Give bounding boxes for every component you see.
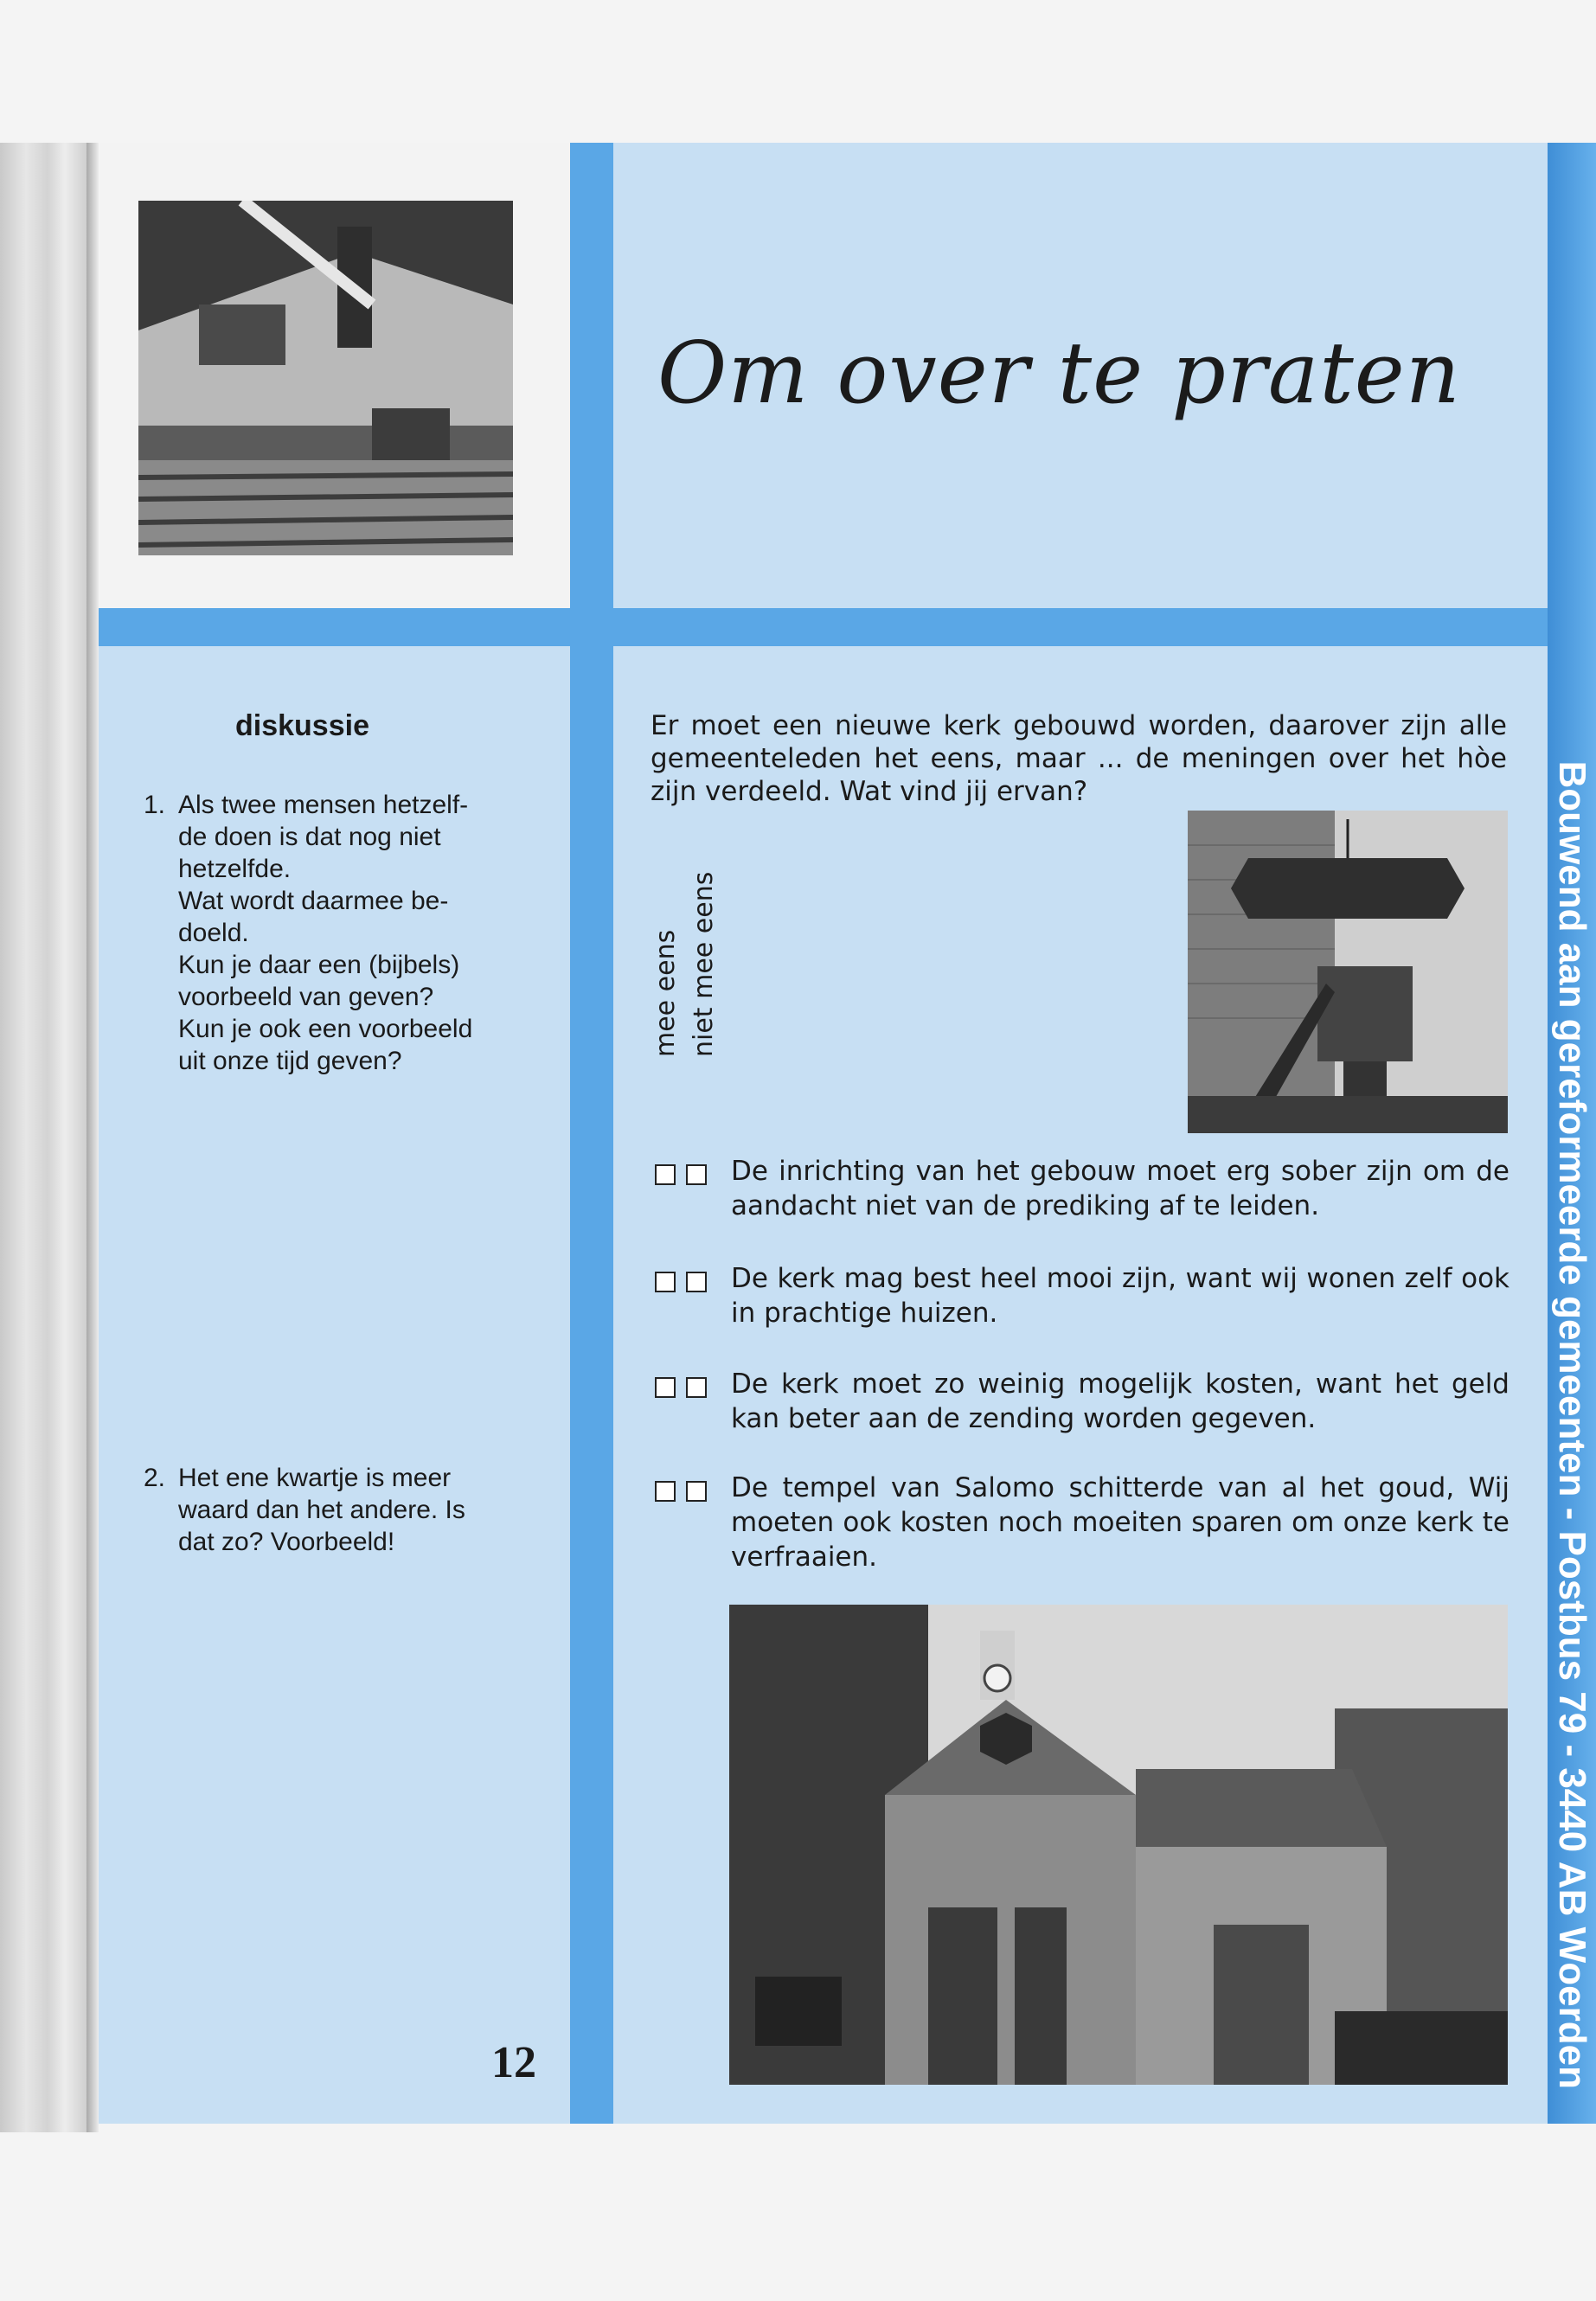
statement-text: De inrichting van het gebouw moet erg sober zijn om de aandacht niet van de prediking af te leiden.: [731, 1156, 1509, 1221]
statement-2: [655, 1261, 1511, 1339]
question-2: [144, 1462, 524, 1566]
disagree-checkbox[interactable]: [686, 1272, 707, 1292]
agree-column-label: mee eens: [651, 929, 681, 1057]
blue-vertical-bar: [570, 143, 613, 2124]
page-gutter-shadow: [87, 143, 99, 2132]
question-text: Als twee mensen hetzelf- de doen is dat nog niet hetzelfde. Wat wordt daarmee be- doeld. Kun je daar een (bijbels) voorbeeld van geven? Kun je ook een voorbeeld uit onze tijd geven?: [178, 791, 473, 1075]
statement-4: [655, 1471, 1511, 1583]
statement-text: De kerk moet zo weinig mogelijk kosten, want het geld kan beter aan de zending worden gegeven.: [731, 1368, 1509, 1434]
discussion-heading: diskussie: [235, 709, 369, 742]
pulpit-photo: [1188, 811, 1508, 1133]
agree-checkbox[interactable]: [655, 1481, 676, 1502]
side-address-text: Bouwend aan gereformeerde gemeenten - Postbus 79 - 3440 AB Woerden: [1551, 760, 1593, 2089]
church-exterior-photo: [729, 1605, 1508, 2085]
disagree-checkbox[interactable]: [686, 1481, 707, 1502]
church-interior-photo: [138, 201, 513, 555]
intro-paragraph: Er moet een nieuwe kerk gebouwd worden, daarover zijn alle gemeenteleden het eens, maar ... de meningen over het hòe zijn verdeeld. Wat vind jij ervan?: [651, 710, 1507, 807]
answer-checkboxes: [655, 1476, 717, 1510]
blue-horizontal-bar: [99, 608, 1548, 646]
statement-3: [655, 1367, 1511, 1445]
book-edge: [0, 143, 87, 2132]
answer-checkboxes: [655, 1372, 717, 1407]
page-number: 12: [491, 2038, 536, 2087]
agree-checkbox[interactable]: [655, 1164, 676, 1185]
disagree-column-label: niet mee eens: [689, 871, 719, 1057]
disagree-checkbox[interactable]: [686, 1377, 707, 1398]
question-number: 1.: [144, 791, 166, 819]
disagree-checkbox[interactable]: [686, 1164, 707, 1185]
page-title: Om over te praten: [657, 324, 1461, 423]
agree-checkbox[interactable]: [655, 1377, 676, 1398]
question-text: Het ene kwartje is meer waard dan het andere. Is dat zo? Voorbeeld!: [178, 1464, 465, 1556]
question-number: 2.: [144, 1464, 166, 1492]
statement-1: [655, 1154, 1511, 1232]
question-1: [144, 789, 524, 1083]
answer-checkboxes: [655, 1266, 717, 1301]
statement-text: De kerk mag best heel mooi zijn, want wij wonen zelf ook in prachtige huizen.: [731, 1263, 1509, 1329]
side-address-strip: [1548, 143, 1596, 2124]
statement-text: De tempel van Salomo schitterde van al het goud, Wij moeten ook kosten noch moeiten sparen om onze kerk te verfraaien.: [731, 1472, 1509, 1573]
agree-checkbox[interactable]: [655, 1272, 676, 1292]
answer-checkboxes: [655, 1159, 717, 1194]
